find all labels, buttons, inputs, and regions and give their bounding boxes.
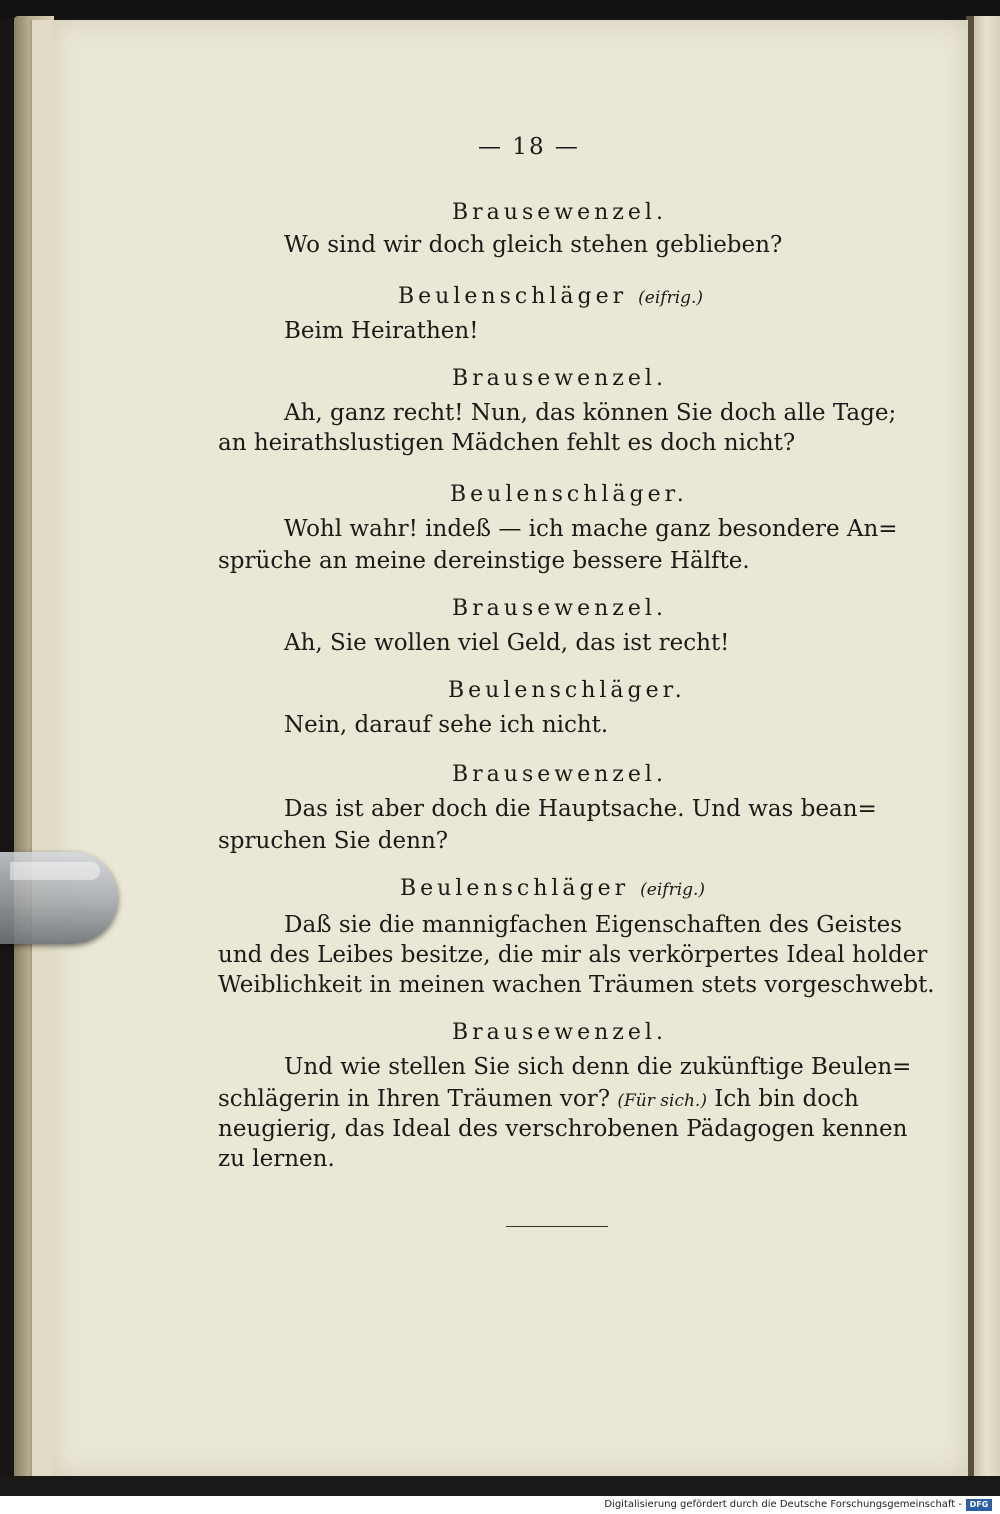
speaker-label bbox=[400, 876, 705, 901]
speaker-label: Brausewenzel. bbox=[452, 762, 667, 787]
dialogue-line: zu lernen. bbox=[218, 1146, 335, 1172]
dialogue-line: Wo sind wir doch gleich stehen geblieben? bbox=[284, 232, 783, 258]
dialogue-line: neugierig, das Ideal des verschrobenen Pädagogen kennen bbox=[218, 1116, 908, 1142]
end-rule bbox=[506, 1226, 608, 1227]
dialogue-line: Das ist aber doch die Hauptsache. Und was bean= bbox=[284, 796, 877, 822]
gutter-shadow bbox=[968, 16, 974, 1476]
dialogue-line: spruchen Sie denn? bbox=[218, 828, 449, 854]
page-number: — 18 — bbox=[478, 134, 580, 160]
speaker-name: Beulenschläger bbox=[400, 876, 630, 901]
scanner-frame-bottom bbox=[0, 1476, 1000, 1496]
speaker-label: Brausewenzel. bbox=[452, 366, 667, 391]
footer-credit: Digitalisierung gefördert durch die Deutsche Forschungsgemeinschaft - bbox=[604, 1499, 962, 1510]
speaker-label: Brausewenzel. bbox=[452, 1020, 667, 1045]
speaker-label: Beulenschläger. bbox=[448, 678, 686, 703]
dialogue-line: Ah, ganz recht! Nun, das können Sie doch alle Tage; bbox=[284, 400, 897, 426]
dialogue-line: Wohl wahr! indeß — ich mache ganz besondere An= bbox=[284, 516, 898, 542]
speaker-name: Beulenschläger bbox=[398, 284, 628, 309]
speaker-label: Brausewenzel. bbox=[452, 596, 667, 621]
speaker-label bbox=[398, 284, 703, 309]
dialogue-line: Nein, darauf sehe ich nicht. bbox=[284, 712, 609, 738]
dialogue-line: und des Leibes besitze, die mir als verkörpertes Ideal holder bbox=[218, 942, 928, 968]
page-clip-highlight bbox=[10, 862, 100, 880]
dialogue-line: Ah, Sie wollen viel Geld, das ist recht! bbox=[284, 630, 730, 656]
stage-direction: (Für sich.) bbox=[617, 1091, 707, 1111]
stage-direction: (eifrig.) bbox=[638, 288, 704, 308]
scanner-frame-top bbox=[0, 0, 1000, 18]
dialogue-text: schlägerin in Ihren Träumen vor? bbox=[218, 1086, 611, 1112]
dialogue-line: Weiblichkeit in meinen wachen Träumen stets vorgeschwebt. bbox=[218, 972, 935, 998]
dialogue-text: Ich bin doch bbox=[714, 1086, 859, 1112]
dialogue-line: Und wie stellen Sie sich denn die zukünftige Beulen= bbox=[284, 1054, 912, 1080]
speaker-label: Beulenschläger. bbox=[450, 482, 688, 507]
speaker-label: Brausewenzel. bbox=[452, 200, 667, 225]
dfg-logo: DFG bbox=[966, 1499, 992, 1511]
dialogue-line: an heirathslustigen Mädchen fehlt es doch nicht? bbox=[218, 430, 796, 456]
dialogue-line: Beim Heirathen! bbox=[284, 318, 479, 344]
dialogue-line: sprüche an meine dereinstige bessere Hälfte. bbox=[218, 548, 750, 574]
dialogue-line: Daß sie die mannigfachen Eigenschaften des Geistes bbox=[284, 912, 903, 938]
stage-direction: (eifrig.) bbox=[640, 880, 706, 900]
dialogue-line bbox=[218, 1086, 859, 1112]
